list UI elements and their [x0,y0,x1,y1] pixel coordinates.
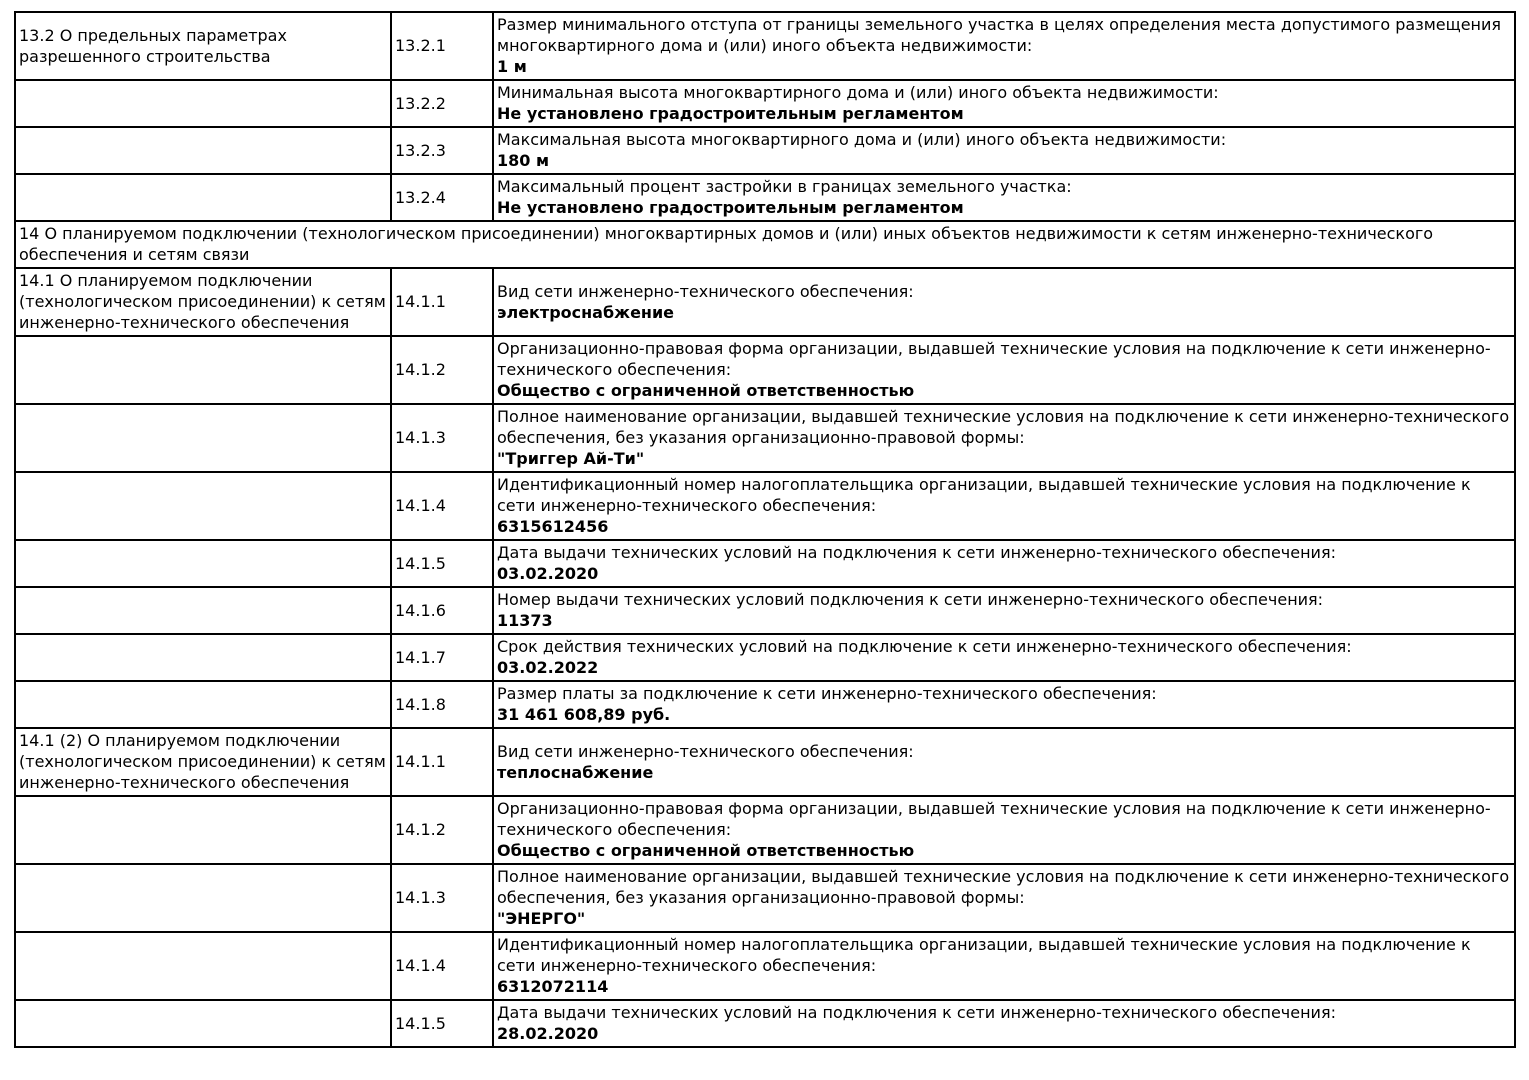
section-title-cell [15,634,391,681]
item-number-cell: 14.1.3 [391,864,493,932]
item-content-cell [493,268,1515,336]
item-label: Максимальная высота многоквартирного дома и (или) иного объекта недвижимости: [497,130,1227,149]
item-value: электроснабжение [497,302,675,322]
item-label: Размер минимального отступа от границы земельного участка в целях определения места допустимого размещения многоквартирного дома и (или) иного объекта недвижимости: [497,15,1502,55]
item-value: 180 м [497,151,550,170]
item-value: 31 461 608,89 руб. [497,705,671,724]
section-title-cell [15,80,391,127]
item-value: 03.02.2022 [497,658,599,677]
item-number-cell: 14.1.1 [391,728,493,796]
item-value: 6312072114 [497,977,609,996]
item-number-cell: 13.2.4 [391,174,493,221]
item-label: Вид сети инженерно-технического обеспечения: [497,281,914,301]
item-number-cell: 14.1.5 [391,1000,493,1047]
table-row [15,174,1515,221]
section-title-cell [15,864,391,932]
table-row [15,796,1515,864]
item-number-cell: 14.1.7 [391,634,493,681]
item-value: "Триггер Ай-Ти" [497,449,645,468]
table-row [15,1000,1515,1047]
item-value: Не установлено градостроительным регламентом [497,198,964,217]
section-title-cell [15,932,391,1000]
table-row [15,634,1515,681]
item-content-cell [493,864,1515,932]
item-value: 28.02.2020 [497,1024,599,1043]
item-content-cell [493,174,1515,221]
item-label: Идентификационный номер налогоплательщика организации, выдавшей технические условия на подключение к сети инженерно-технического обеспечения: [497,935,1471,975]
table-row [15,336,1515,404]
item-number-cell: 14.1.4 [391,472,493,540]
item-content-cell [493,728,1515,796]
item-label: Номер выдачи технических условий подключения к сети инженерно-технического обеспечения: [497,590,1324,609]
item-content-cell [493,12,1515,80]
item-label: Срок действия технических условий на подключение к сети инженерно-технического обеспечения: [497,637,1352,656]
table-row [15,404,1515,472]
table-row [15,12,1515,80]
item-label: Организационно-правовая форма организации, выдавшей технические условия на подключение к сети инженерно-технического обеспечения: [497,799,1491,839]
item-value: "ЭНЕРГО" [497,909,586,928]
item-label: Размер платы за подключение к сети инженерно-технического обеспечения: [497,684,1157,703]
table-row [15,681,1515,728]
section-title-cell [15,540,391,587]
table-row [15,268,1515,336]
section-title-cell: 13.2 О предельных параметрах разрешенного строительства [15,12,391,80]
item-content-cell [493,127,1515,174]
section-title-cell [15,336,391,404]
section-title-cell [15,796,391,864]
section-title-cell [15,681,391,728]
item-value: 1 м [497,57,527,76]
item-label: Дата выдачи технических условий на подключения к сети инженерно-технического обеспечения: [497,543,1336,562]
item-content-cell [493,681,1515,728]
item-number-cell: 14.1.2 [391,336,493,404]
item-number-cell: 14.1.1 [391,268,493,336]
item-number-cell: 14.1.5 [391,540,493,587]
item-value: 11373 [497,611,553,630]
item-label: Минимальная высота многоквартирного дома и (или) иного объекта недвижимости: [497,83,1219,102]
item-value: 6315612456 [497,517,609,536]
section-title-cell [15,472,391,540]
item-value: теплоснабжение [497,762,654,782]
table-row [15,472,1515,540]
item-value: Не установлено градостроительным регламентом [497,104,964,123]
table-row [15,587,1515,634]
section-title-cell [15,404,391,472]
table-row [15,864,1515,932]
item-number-cell: 14.1.4 [391,932,493,1000]
project-declaration-table [14,11,1516,1048]
item-label: Полное наименование организации, выдавшей технические условия на подключение к сети инженерно-технического обеспечения, без указания организационно-правовой формы: [497,867,1510,907]
section-title-cell [15,1000,391,1047]
item-number-cell: 14.1.2 [391,796,493,864]
item-label: Вид сети инженерно-технического обеспечения: [497,741,914,761]
section-title-cell [15,127,391,174]
item-number-cell: 13.2.1 [391,12,493,80]
table-row [15,728,1515,796]
item-number-cell: 14.1.3 [391,404,493,472]
item-label: Организационно-правовая форма организации, выдавшей технические условия на подключение к сети инженерно-технического обеспечения: [497,339,1491,379]
item-number-cell: 13.2.3 [391,127,493,174]
declaration-table-body [15,12,1515,1047]
item-content-cell [493,404,1515,472]
item-content-cell [493,336,1515,404]
table-row [15,80,1515,127]
item-content-cell [493,587,1515,634]
item-label: Полное наименование организации, выдавшей технические условия на подключение к сети инженерно-технического обеспечения, без указания организационно-правовой формы: [497,407,1510,447]
item-label: Дата выдачи технических условий на подключения к сети инженерно-технического обеспечения: [497,1003,1336,1022]
item-content-cell [493,472,1515,540]
section-title-cell: 14.1 О планируемом подключении (технологическом присоединении) к сетям инженерно-технического обеспечения [15,268,391,336]
item-number-cell: 14.1.8 [391,681,493,728]
item-content-cell [493,80,1515,127]
section-title-cell: 14.1 (2) О планируемом подключении (технологическом присоединении) к сетям инженерно-технического обеспечения [15,728,391,796]
item-value: 03.02.2020 [497,564,599,583]
item-content-cell [493,540,1515,587]
table-row [15,127,1515,174]
item-content-cell [493,932,1515,1000]
section-header-cell: 14 О планируемом подключении (технологическом присоединении) многоквартирных домов и (или) иных объектов недвижимости к сетям инженерно-технического обеспечения и сетям связи [15,221,1515,268]
item-value: Общество с ограниченной ответственностью [497,381,915,400]
section-title-cell [15,587,391,634]
item-number-cell: 14.1.6 [391,587,493,634]
section-header-row [15,221,1515,268]
item-label: Максимальный процент застройки в границах земельного участка: [497,177,1072,196]
item-value: Общество с ограниченной ответственностью [497,841,915,860]
item-number-cell: 13.2.2 [391,80,493,127]
item-content-cell [493,796,1515,864]
item-content-cell [493,634,1515,681]
item-label: Идентификационный номер налогоплательщика организации, выдавшей технические условия на подключение к сети инженерно-технического обеспечения: [497,475,1471,515]
table-row [15,540,1515,587]
item-content-cell [493,1000,1515,1047]
table-row [15,932,1515,1000]
section-title-cell [15,174,391,221]
